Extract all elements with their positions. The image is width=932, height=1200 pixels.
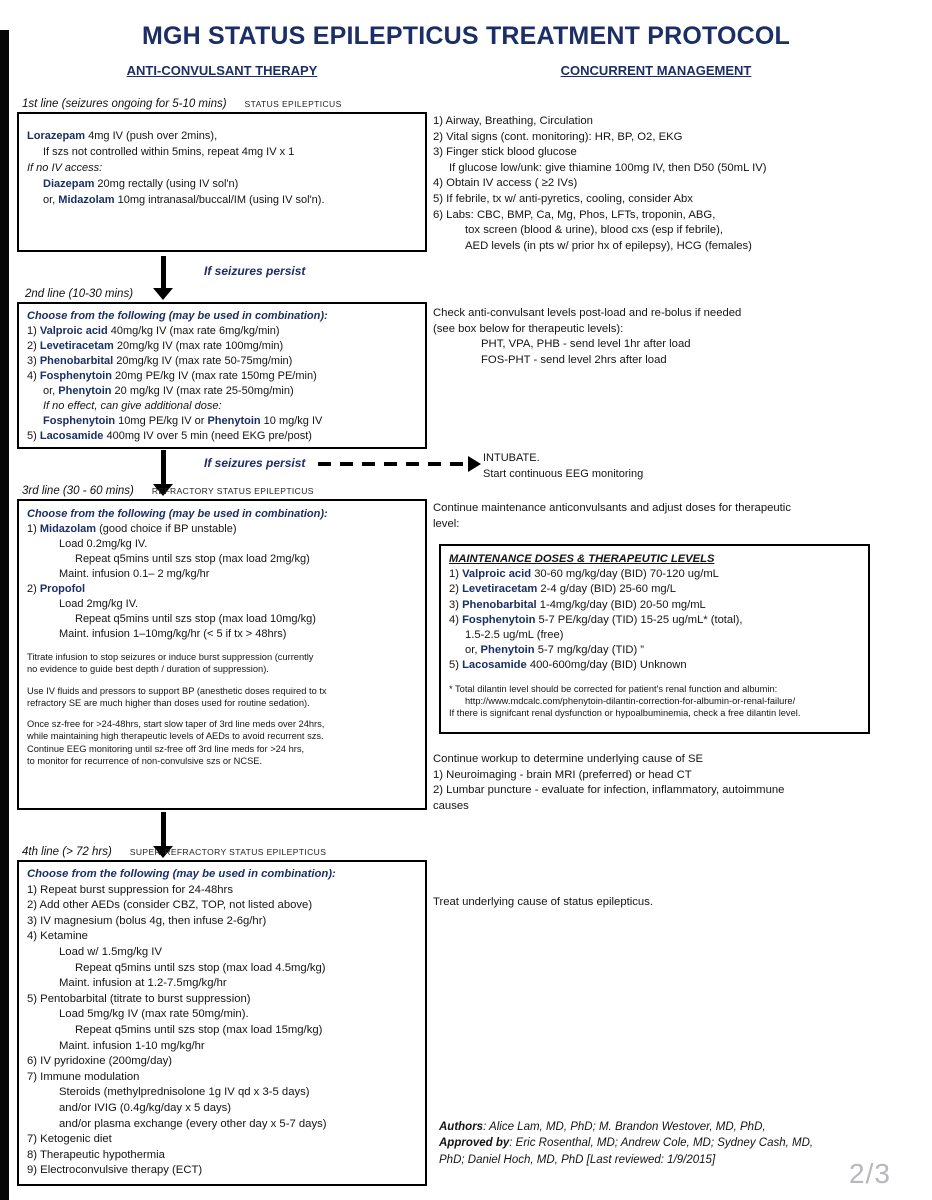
section-4th-line-label <box>22 846 326 858</box>
third-line-therapy-box <box>17 499 427 810</box>
text-run: 2) <box>27 583 40 595</box>
right-column-header: CONCURRENT MANAGEMENT <box>560 63 752 78</box>
section-4th-line-tag: SUPER-REFRACTORY STATUS EPILEPTICUS <box>129 847 327 857</box>
text-run: Phenytoin <box>207 415 261 427</box>
text-run: Choose from the following (may be used in combination): <box>27 868 336 880</box>
section-2nd-line-title: 2nd line (10-30 mins) <box>25 288 134 300</box>
text-run: If szs not controlled within 5mins, repeat 4mg IV x 1 <box>43 146 295 158</box>
text-run: 5-7 PE/kg/day (TID) 15-25 ug/mL* (total), <box>535 613 743 626</box>
text-line <box>449 683 860 695</box>
text-run: 9) Electroconvulsive therapy (ECT) <box>27 1164 203 1177</box>
text-run: 10mg PE/kg IV or <box>115 415 208 427</box>
text-run: 2) <box>449 583 463 596</box>
text-line <box>433 783 918 799</box>
text-run: or, <box>465 644 481 657</box>
text-run: 6) Labs: CBC, BMP, Ca, Mg, Phos, LFTs, troponin, ABG, <box>433 208 716 221</box>
text-run: Approved by <box>439 1137 510 1150</box>
text-line <box>27 1101 417 1117</box>
text-line <box>27 1039 417 1055</box>
text-run: Phenytoin <box>480 644 535 657</box>
text-line <box>27 399 417 414</box>
text-run: 4) <box>449 613 463 626</box>
text-line <box>449 598 860 613</box>
text-run: If no IV access: <box>27 162 103 174</box>
text-run: Levetiracetam <box>462 583 538 596</box>
text-line <box>27 612 417 627</box>
text-run: 40mg/kg IV (max rate 6mg/kg/min) <box>107 325 280 337</box>
text-run: Continue workup to determine underlying cause of SE <box>433 753 704 765</box>
text-line <box>433 208 918 224</box>
text-run: : Alice Lam, MD, PhD; M. Brandon Westover, MD, PhD, <box>483 1121 766 1133</box>
text-run: Maint. infusion at 1.2-7.5mg/kg/hr <box>59 977 227 990</box>
text-run: 5-7 mg/kg/day (TID) ” <box>534 644 645 657</box>
text-run: Repeat q5mins until szs stop (max load 2mg/kg) <box>75 553 310 565</box>
text-line <box>27 537 417 552</box>
text-run: Fosphenytoin <box>462 613 536 626</box>
text-line <box>449 643 860 658</box>
text-run: 1) Repeat burst suppression for 24-48hrs <box>27 883 233 896</box>
text-line <box>433 353 918 369</box>
section-3rd-line-label <box>22 485 314 497</box>
text-line <box>27 144 417 160</box>
text-line <box>27 627 417 642</box>
text-run: Lacosamide <box>462 659 527 672</box>
text-run: or, <box>43 194 59 206</box>
text-run: level: <box>433 517 460 530</box>
text-line <box>27 961 417 977</box>
text-line <box>449 582 860 597</box>
text-run: Fosphenytoin <box>39 370 112 382</box>
section-3rd-line-tag: REFRACTORY STATUS EPILEPTICUS <box>151 486 314 496</box>
text-run: to monitor for recurrence of non-convulsive szs or NCSE. <box>27 756 263 767</box>
text-run: 2) Add other AEDs (consider CBZ, TOP, not listed above) <box>27 899 313 912</box>
text-run: 5) <box>449 659 463 672</box>
text-run: Phenytoin <box>58 385 112 397</box>
text-line <box>483 467 783 483</box>
text-line <box>27 1007 417 1023</box>
text-run: 4) <box>27 370 40 382</box>
text-run: Titrate infusion to stop seizures or induce burst suppression (currently <box>27 652 314 662</box>
text-run: * Total dilantin level should be corrected for patient's renal function and albumin: <box>449 683 778 694</box>
second-line-therapy-box <box>17 302 427 449</box>
text-line <box>27 1132 417 1148</box>
arrow-head <box>468 456 481 472</box>
text-run: Check anti-convulsant levels post-load and re-bolus if needed <box>433 307 742 319</box>
text-run: If there is signifcant renal dysfunction or hypoalbuminemia, check a free dilantin level. <box>449 708 801 719</box>
text-run: Diazepam <box>43 178 95 190</box>
text-run: 6) IV pyridoxine (200mg/day) <box>27 1055 173 1068</box>
text-run: Once sz-free for >24-48hrs, start slow taper of 3rd line meds over 24hrs, <box>27 719 325 730</box>
section-3rd-line-title: 3rd line (30 - 60 mins) <box>22 485 134 497</box>
page-number: 2/3 <box>849 1158 891 1189</box>
text-line <box>433 161 918 177</box>
text-run: and/or IVIG (0.4g/kg/day x 5 days) <box>59 1101 232 1114</box>
text-run: Load w/ 1.5mg/kg IV <box>59 945 162 958</box>
text-line <box>27 755 417 767</box>
text-line <box>449 613 860 628</box>
text-line <box>27 718 417 730</box>
text-line <box>27 1070 417 1086</box>
text-line <box>27 176 417 192</box>
text-run: 3) Finger stick blood glucose <box>433 146 577 159</box>
text-line <box>27 552 417 567</box>
text-line <box>483 451 783 467</box>
text-line <box>449 658 860 673</box>
text-line <box>449 707 860 719</box>
section-4th-line-title: 4th line (> 72 hrs) <box>22 846 112 858</box>
text-line <box>27 867 417 883</box>
text-line <box>433 130 918 146</box>
text-run: 4) Ketamine <box>27 930 88 943</box>
authors-note <box>439 1119 899 1168</box>
text-run: http://www.mdcalc.com/phenytoin-dilantin-correction-for-albumin-or-renal-failure/ <box>465 695 796 706</box>
text-run: Midazolam <box>39 523 97 535</box>
text-line <box>449 674 860 683</box>
text-line <box>27 976 417 992</box>
text-line <box>27 898 417 914</box>
text-line <box>27 192 417 208</box>
text-line <box>27 597 417 612</box>
text-run: Choose from the following (may be used in combination): <box>27 508 328 520</box>
text-line <box>27 883 417 899</box>
text-run: 30-60 mg/kg/day (BID) 70-120 ug/mL <box>531 568 719 581</box>
text-line <box>27 663 417 675</box>
scan-edge-artifact <box>0 30 9 1200</box>
intubate-note <box>483 451 783 482</box>
text-line <box>433 752 918 768</box>
text-run: Choose from the following (may be used in combination): <box>27 310 328 322</box>
text-line <box>449 695 860 707</box>
text-run: 8) Therapeutic hypothermia <box>27 1148 165 1161</box>
text-run: 2) <box>27 340 40 352</box>
section-1st-line-title: 1st line (seizures ongoing for 5-10 mins) <box>22 98 227 110</box>
text-run: 400-600mg/day (BID) Unknown <box>526 659 687 672</box>
text-run: 7) Immune modulation <box>27 1070 140 1083</box>
text-run: PHT, VPA, PHB - send level 1hr after load <box>481 338 691 351</box>
text-line <box>433 176 918 192</box>
workup-note <box>433 752 918 814</box>
text-line <box>27 676 417 685</box>
text-line <box>433 239 918 255</box>
text-run: MAINTENANCE DOSES & THERAPEUTIC LEVELS <box>449 553 715 565</box>
text-line <box>433 306 918 322</box>
dashed-arrow-icon-to-intubate <box>318 455 481 473</box>
text-run: Load 5mg/kg IV (max rate 50mg/min). <box>59 1008 249 1021</box>
text-line <box>27 685 417 697</box>
text-run: 4mg IV (push over 2mins), <box>85 130 218 142</box>
text-run: 4) Obtain IV access ( ≥2 IVs) <box>433 177 578 190</box>
page-title: MGH STATUS EPILEPTICUS TREATMENT PROTOCOL <box>141 22 791 50</box>
text-run: Load 0.2mg/kg IV. <box>59 538 148 550</box>
text-run: tox screen (blood & urine), blood cxs (esp if febrile), <box>465 224 724 237</box>
text-run: 3) IV magnesium (bolus 4g, then infuse 2-6g/hr) <box>27 914 267 927</box>
text-run: Load 2mg/kg IV. <box>59 598 139 610</box>
maintenance-intro-note <box>433 501 918 532</box>
section-1st-line-label <box>22 98 342 110</box>
text-line <box>27 1085 417 1101</box>
text-line <box>27 642 417 651</box>
treat-underlying-cause-note <box>433 895 918 911</box>
text-run: 20mg/kg IV (max rate 50-75mg/min) <box>113 355 293 367</box>
text-line <box>449 567 860 582</box>
text-run: Steroids (methylprednisolone 1g IV qd x 3-5 days) <box>59 1086 310 1099</box>
text-run: 3) <box>27 355 40 367</box>
text-line <box>27 697 417 709</box>
concurrent-initial-steps <box>433 114 918 254</box>
text-line <box>433 768 918 784</box>
text-line <box>433 517 918 533</box>
text-run: 2) Lumbar puncture - evaluate for infection, inflammatory, autoimmune <box>433 784 785 797</box>
text-run: 1) Neuroimaging - brain MRI (preferred) or head CT <box>433 768 692 781</box>
text-line <box>27 1117 417 1133</box>
text-line <box>27 730 417 742</box>
text-run: Repeat q5mins until szs stop (max load 15mg/kg) <box>75 1023 323 1036</box>
anticonvulsant-level-check-note <box>433 306 918 368</box>
arrow-shaft <box>161 256 166 288</box>
text-line <box>433 322 918 338</box>
text-run: 2) Vital signs (cont. monitoring): HR, BP, O2, EKG <box>433 130 683 143</box>
text-line <box>27 743 417 755</box>
text-line <box>27 160 417 176</box>
text-run: while maintaining high therapeutic levels of AEDs to avoid recurrent szs. <box>27 731 324 742</box>
seizures-persist-label-2: If seizures persist <box>204 456 306 470</box>
text-line <box>449 552 860 567</box>
text-run: Use IV fluids and pressors to support BP (anesthetic doses required to tx <box>27 685 327 696</box>
text-line <box>27 354 417 369</box>
text-line <box>433 501 918 517</box>
arrow-shaft <box>161 812 166 846</box>
arrow-dash <box>318 462 467 466</box>
text-run: INTUBATE. <box>483 452 540 464</box>
text-line <box>27 414 417 429</box>
text-run: 7) Ketogenic diet <box>27 1133 112 1146</box>
text-run: Levetiracetam <box>39 340 114 352</box>
text-run: (see box below for therapeutic levels): <box>433 322 624 335</box>
text-run: 20 mg/kg IV (max rate 25-50mg/min) <box>111 385 294 397</box>
text-run: Continue EEG monitoring until sz-free off 3rd line meds for >24 hrs, <box>27 743 305 754</box>
text-run: 5) Pentobarbital (titrate to burst suppression) <box>27 992 251 1005</box>
text-line <box>27 929 417 945</box>
text-line <box>433 337 918 353</box>
text-run: Midazolam <box>58 194 115 206</box>
maintenance-doses-box <box>439 544 870 734</box>
text-run: Start continuous EEG monitoring <box>483 467 644 480</box>
text-run: Repeat q5mins until szs stop (max load 4.5mg/kg) <box>75 961 326 974</box>
text-run: or, <box>43 385 59 397</box>
text-run: If glucose low/unk: give thiamine 100mg IV, then D50 (50mL IV) <box>449 161 767 174</box>
arrow-head <box>153 288 173 300</box>
text-run: 1) Airway, Breathing, Circulation <box>433 115 593 127</box>
text-line <box>27 1148 417 1164</box>
text-line <box>27 914 417 930</box>
section-2nd-line-label <box>25 288 133 300</box>
text-run: causes <box>433 799 469 812</box>
text-run: Phenobarbital <box>39 355 114 367</box>
text-run: (good choice if BP unstable) <box>96 523 237 535</box>
text-line <box>27 522 417 537</box>
text-run: 20mg/kg IV (max rate 100mg/min) <box>113 340 284 352</box>
text-line <box>27 339 417 354</box>
text-run: PhD; Daniel Hoch, MD, PhD [Last reviewed: 1/9/2015] <box>439 1153 716 1166</box>
text-run: Valproic acid <box>39 325 108 337</box>
text-run: Maint. infusion 1–10mg/kg/hr (< 5 if tx > 48hrs) <box>59 628 287 640</box>
text-run: Fosphenytoin <box>43 415 116 427</box>
text-line <box>27 384 417 399</box>
text-run: Authors <box>439 1121 484 1133</box>
text-run: Valproic acid <box>462 568 532 581</box>
text-line <box>27 992 417 1008</box>
text-run: Lacosamide <box>39 430 104 442</box>
text-run: 400mg IV over 5 min (need EKG pre/post) <box>103 430 312 442</box>
text-line <box>27 567 417 582</box>
text-run: If no effect, can give additional dose: <box>43 400 222 412</box>
text-run: Propofol <box>39 583 86 595</box>
text-line <box>439 1152 899 1168</box>
text-run: 5) If febrile, tx w/ anti-pyretics, cooling, consider Abx <box>433 192 693 205</box>
text-line <box>439 1135 899 1151</box>
text-line <box>433 145 918 161</box>
text-run: 1-4mg/kg/day (BID) 20-50 mg/mL <box>536 598 706 611</box>
left-column-header: ANTI-CONVULSANT THERAPY <box>126 63 318 78</box>
text-run: Continue maintenance anticonvulsants and adjust doses for therapeutic <box>433 502 791 514</box>
text-line <box>27 709 417 718</box>
fourth-line-therapy-box <box>17 860 427 1186</box>
text-run: no evidence to guide best depth / duration of suppression). <box>27 664 269 675</box>
text-run: Phenobarbital <box>462 598 537 611</box>
text-line <box>27 128 417 144</box>
text-line <box>27 309 417 324</box>
text-line <box>433 799 918 815</box>
text-run: 20mg PE/kg IV (max rate 150mg PE/min) <box>111 370 317 382</box>
text-run: and/or plasma exchange (every other day x 5-7 days) <box>59 1117 327 1130</box>
section-1st-line-tag: STATUS EPILEPTICUS <box>244 99 342 109</box>
text-run: 20mg rectally (using IV sol'n) <box>94 178 239 190</box>
text-run: 10 mg/kg IV <box>260 415 323 427</box>
text-line <box>449 628 860 643</box>
text-line <box>27 369 417 384</box>
text-line <box>27 1054 417 1070</box>
text-line <box>27 507 417 522</box>
text-line <box>27 324 417 339</box>
text-line <box>27 1023 417 1039</box>
text-run: 1) <box>27 325 40 337</box>
text-line <box>439 1119 899 1135</box>
text-line <box>433 192 918 208</box>
text-line <box>27 429 417 444</box>
text-line <box>433 223 918 239</box>
text-line <box>433 895 918 911</box>
text-run: 1) <box>449 568 463 581</box>
text-line <box>27 945 417 961</box>
first-line-therapy-box <box>17 112 427 252</box>
text-line <box>27 1163 417 1179</box>
text-run: FOS-PHT - send level 2hrs after load <box>481 353 667 366</box>
text-run: AED levels (in pts w/ prior hx of epilepsy), HCG (females) <box>465 239 752 252</box>
arrow-shaft <box>161 450 166 484</box>
text-run: Repeat q5mins until szs stop (max load 10mg/kg) <box>75 613 316 625</box>
text-run: Treat underlying cause of status epilepticus. <box>433 896 653 908</box>
text-run: 2-4 g/day (BID) 25-60 mg/L <box>537 583 676 596</box>
text-run: Lorazepam <box>27 130 86 142</box>
text-run: Maint. infusion 1-10 mg/kg/hr <box>59 1039 205 1052</box>
text-line <box>27 651 417 663</box>
text-run: : Eric Rosenthal, MD; Andrew Cole, MD; Sydney Cash, MD, <box>509 1137 814 1150</box>
down-arrow-icon-1 <box>153 256 173 300</box>
text-run: 1.5-2.5 ug/mL (free) <box>465 629 564 642</box>
text-line <box>433 114 918 130</box>
text-run: 1) <box>27 523 40 535</box>
text-run: 3) <box>449 598 463 611</box>
text-line <box>27 582 417 597</box>
text-run: 10mg intranasal/buccal/IM (using IV sol'n). <box>114 194 325 206</box>
seizures-persist-label-1: If seizures persist <box>204 264 306 278</box>
text-run: 5) <box>27 430 40 442</box>
text-run: Maint. infusion 0.1– 2 mg/kg/hr <box>59 568 210 580</box>
text-run: refractory SE are much higher than doses used for routine sedation). <box>27 697 310 708</box>
